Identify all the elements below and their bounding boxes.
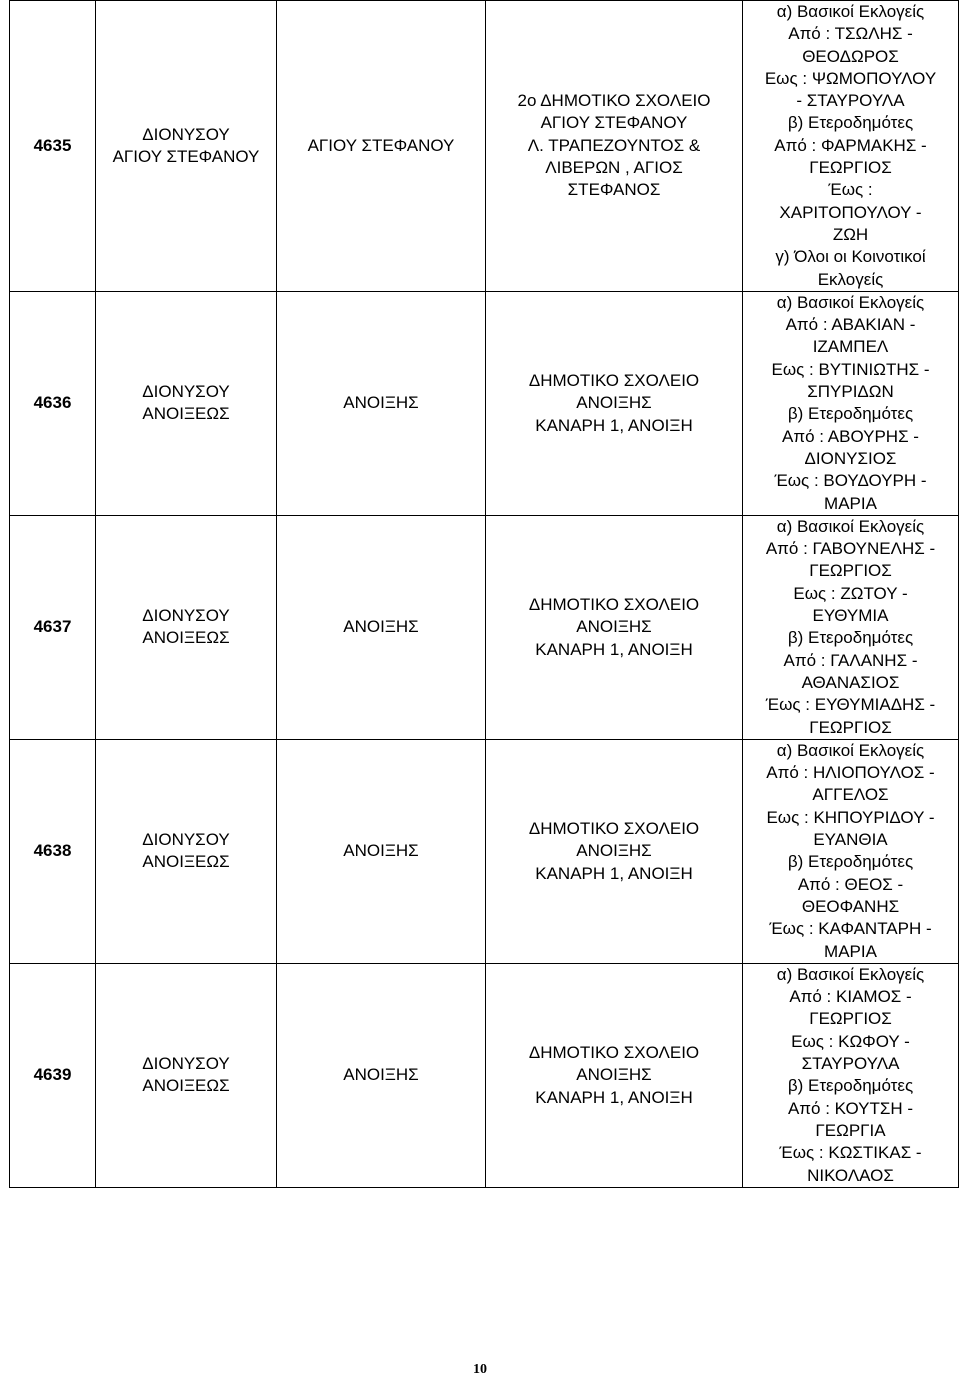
table-row [10,291,959,515]
voters-range-cell-line: Από : ΓΑΒΟΥΝΕΛΗΣ - [765,539,936,559]
voters-range-cell [743,963,959,1187]
table-row [10,515,959,739]
municipality-cell [96,1,277,292]
municipality-cell-line: ΔΙΟΝΥΣΟΥ [142,830,230,850]
location-cell-line: ΚΑΝΑΡΗ 1, ΑΝΟΙΞΗ [535,1087,693,1107]
municipality-cell-line: ΔΙΟΝΥΣΟΥ [142,382,230,402]
voters-range-cell-line: ΓΕΩΡΓΙΟΣ [809,561,892,581]
location-cell-line: 2ο ΔΗΜΟΤΙΚΟ ΣΧΟΛΕΙΟ [517,91,711,111]
table-row [10,739,959,963]
district-cell-line: ΑΝΟΙΞΗΣ [343,1065,419,1085]
location-cell-line: ΑΓΙΟΥ ΣΤΕΦΑΝΟΥ [540,113,688,133]
voters-range-cell-line: ΕΥΘΥΜΙΑ [812,606,889,626]
voters-range-cell-line: Από : ΑΒΟΥΡΗΣ - [782,426,919,446]
voters-range-cell-line: β) Ετεροδημότες [787,628,914,648]
municipality-cell-line: ΑΝΟΙΞΕΩΣ [142,1076,230,1096]
location-cell [486,739,743,963]
location-cell-line: ΑΝΟΙΞΗΣ [576,617,652,637]
voters-range-cell-line: ΣΠΥΡΙΔΩΝ [807,382,894,402]
voters-range-cell-line: Έως : ΚΑΦΑΝΤΑΡΗ - [769,919,932,939]
voters-range-cell-line: Από : ΘΕΟΣ - [797,874,904,894]
district-cell [277,515,486,739]
voters-range-cell-line: Έως : [828,180,873,200]
location-cell [486,963,743,1187]
location-cell [486,515,743,739]
voters-range-cell-line: ΔΙΟΝΥΣΙΟΣ [804,448,897,468]
voters-range-cell-line: ΖΩΗ [832,224,869,244]
district-cell [277,1,486,292]
voters-range-cell-line: Από : ΚΙΑΜΟΣ - [789,987,912,1007]
voters-range-cell-line: Από : ΦΑΡΜΑΚΗΣ - [774,135,927,155]
municipality-cell-line: ΔΙΟΝΥΣΟΥ [142,606,230,626]
voters-range-cell-line: Από : ΚΟΥΤΣΗ - [787,1098,914,1118]
voters-range-cell-line: Εως : ΚΗΠΟΥΡΙΔΟΥ - [766,807,935,827]
voters-range-cell-line: β) Ετεροδημότες [787,404,914,424]
location-cell-line: ΔΗΜΟΤΙΚΟ ΣΧΟΛΕΙΟ [528,818,700,838]
municipality-cell-line: ΑΝΟΙΞΕΩΣ [142,852,230,872]
voters-range-cell-line: ΓΕΩΡΓΙΟΣ [809,158,892,178]
page-number: 10 [473,1362,487,1377]
district-cell [277,739,486,963]
municipality-cell [96,291,277,515]
voters-range-cell-line: Έως : ΚΩΣΤΙΚΑΣ - [779,1143,922,1163]
voters-range-cell-line: ΘΕΟΦΑΝΗΣ [801,896,900,916]
voters-range-cell-line: ΓΕΩΡΓΙΟΣ [809,717,892,737]
voters-range-cell-line: Από : ΤΣΩΛΗΣ - [788,24,913,44]
municipality-cell-line: ΔΙΟΝΥΣΟΥ [142,1054,230,1074]
voters-range-cell [743,739,959,963]
district-cell-line: ΑΝΟΙΞΗΣ [343,841,419,861]
location-cell-line: ΔΗΜΟΤΙΚΟ ΣΧΟΛΕΙΟ [528,370,700,390]
municipality-cell-line: ΑΝΟΙΞΕΩΣ [142,404,230,424]
municipality-cell [96,963,277,1187]
voters-range-cell-line: ΜΑΡΙΑ [824,493,877,513]
voters-range-cell [743,1,959,292]
voters-range-cell-line: Εως : ΚΩΦΟΥ - [791,1031,910,1051]
district-cell [277,291,486,515]
location-cell-line: Λ. ΤΡΑΠΕΖΟΥΝΤΟΣ & [527,135,701,155]
location-cell-line: ΑΝΟΙΞΗΣ [576,1065,652,1085]
voters-range-cell-line: ΓΕΩΡΓΙΟΣ [809,1009,892,1029]
municipality-cell-line: ΑΓΙΟΥ ΣΤΕΦΑΝΟΥ [112,146,260,166]
location-cell-line: ΚΑΝΑΡΗ 1, ΑΝΟΙΞΗ [535,415,693,435]
voters-range-cell-line: ΘΕΟΔΩΡΟΣ [802,46,899,66]
location-cell [486,1,743,292]
location-cell-line: ΛΙΒΕΡΩΝ , ΑΓΙΟΣ [545,158,683,178]
voters-range-cell-line: α) Βασικοί Εκλογείς [776,292,925,312]
station-number: 4639 [10,963,96,1187]
voters-range-cell-line: ΧΑΡΙΤΟΠΟΥΛΟΥ - [779,202,922,222]
location-cell-line: ΑΝΟΙΞΗΣ [576,841,652,861]
municipality-cell [96,739,277,963]
station-number: 4638 [10,739,96,963]
voters-range-cell-line: ΓΕΩΡΓΙΑ [815,1120,886,1140]
voters-range-cell-line: - ΣΤΑΥΡΟΥΛΑ [796,91,905,111]
voters-range-cell-line: β) Ετεροδημότες [787,1076,914,1096]
district-cell-line: ΑΝΟΙΞΗΣ [343,617,419,637]
table-row [10,1,959,292]
location-cell-line: ΔΗΜΟΤΙΚΟ ΣΧΟΛΕΙΟ [528,1042,700,1062]
voters-range-cell-line: β) Ετεροδημότες [787,852,914,872]
voters-range-cell-line: Από : ΗΛΙΟΠΟΥΛΟΣ - [766,763,935,783]
voters-range-cell-line: Έως : ΕΥΘΥΜΙΑΔΗΣ - [765,695,936,715]
voters-range-cell-line: ΝΙΚΟΛΑΟΣ [807,1165,894,1185]
voters-range-cell-line: α) Βασικοί Εκλογείς [776,516,925,536]
voters-range-cell-line: Εως : ΖΩΤΟΥ - [793,583,908,603]
voters-range-cell-line: ΕΥΑΝΘΙΑ [813,830,888,850]
station-number: 4637 [10,515,96,739]
district-cell [277,963,486,1187]
table-body [10,1,959,1188]
voters-range-cell-line: α) Βασικοί Εκλογείς [776,740,925,760]
voters-range-cell-line: α) Βασικοί Εκλογείς [776,2,925,21]
voters-range-cell-line: ΙΖΑΜΠΕΛ [812,337,889,357]
district-cell-line: ΑΓΙΟΥ ΣΤΕΦΑΝΟΥ [307,135,455,155]
voters-range-cell-line: ΑΓΓΕΛΟΣ [812,785,889,805]
municipality-cell-line: ΔΙΟΝΥΣΟΥ [142,124,230,144]
table-row [10,963,959,1187]
voters-range-cell-line: Εως : ΨΩΜΟΠΟΥΛΟΥ [764,68,937,88]
voters-range-cell-line: β) Ετεροδημότες [787,113,914,133]
voters-range-cell-line: Εκλογείς [817,269,884,289]
location-cell-line: ΚΑΝΑΡΗ 1, ΑΝΟΙΞΗ [535,639,693,659]
voters-range-cell [743,291,959,515]
station-number: 4636 [10,291,96,515]
voters-range-cell-line: Από : ΑΒΑΚΙΑΝ - [785,315,916,335]
location-cell [486,291,743,515]
voters-range-cell-line: Έως : ΒΟΥΔΟΥΡΗ - [774,471,927,491]
voters-range-cell [743,515,959,739]
location-cell-line: ΑΝΟΙΞΗΣ [576,393,652,413]
location-cell-line: ΣΤΕΦΑΝΟΣ [567,180,661,200]
voters-range-cell-line: ΜΑΡΙΑ [824,941,877,961]
polling-stations-table [9,0,959,1188]
station-number: 4635 [10,1,96,292]
district-cell-line: ΑΝΟΙΞΗΣ [343,393,419,413]
municipality-cell [96,515,277,739]
voters-range-cell-line: α) Βασικοί Εκλογείς [776,964,925,984]
voters-range-cell-line: ΑΘΑΝΑΣΙΟΣ [801,672,900,692]
voters-range-cell-line: γ) Όλοι οι Κοινοτικοί [775,247,926,267]
location-cell-line: ΚΑΝΑΡΗ 1, ΑΝΟΙΞΗ [535,863,693,883]
voters-range-cell-line: Εως : ΒΥΤΙΝΙΩΤΗΣ - [771,359,930,379]
voters-range-cell-line: ΣΤΑΥΡΟΥΛΑ [801,1054,900,1074]
voters-range-cell-line: Από : ΓΑΛΑΝΗΣ - [783,650,918,670]
municipality-cell-line: ΑΝΟΙΞΕΩΣ [142,628,230,648]
location-cell-line: ΔΗΜΟΤΙΚΟ ΣΧΟΛΕΙΟ [528,594,700,614]
